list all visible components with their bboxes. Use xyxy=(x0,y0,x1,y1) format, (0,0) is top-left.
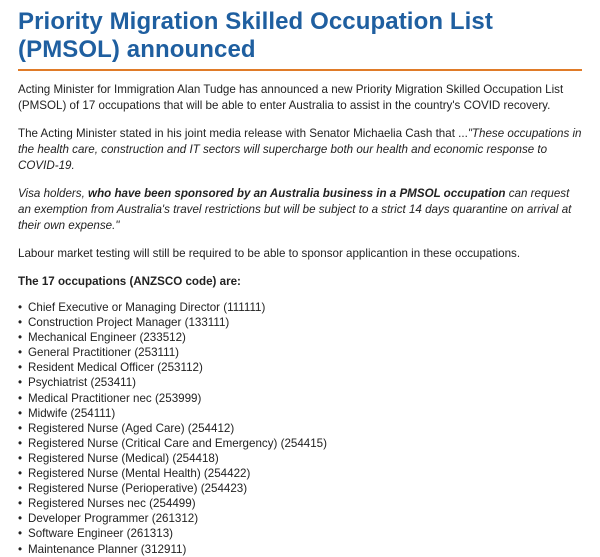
occupation-label: Construction Project Manager (133111) xyxy=(28,316,230,330)
occupation-label: Mechanical Engineer (233512) xyxy=(28,331,186,345)
occupation-item xyxy=(18,526,582,541)
occupation-item xyxy=(18,451,582,466)
occupation-label: Registered Nurse (Perioperative) (254423) xyxy=(28,482,248,496)
occupations-heading: The 17 occupations (ANZSCO code) are: xyxy=(18,275,241,288)
occupation-label: Maintenance Planner (312911) xyxy=(28,542,187,556)
bullet-icon: • xyxy=(18,436,23,450)
occupation-label: Developer Programmer (261312) xyxy=(28,512,199,526)
bullet-icon: • xyxy=(18,467,23,481)
visa-paragraph xyxy=(18,186,582,234)
quote-paragraph xyxy=(18,126,582,174)
occupation-label: Chief Executive or Managing Director (111111) xyxy=(28,301,266,314)
bullet-icon: • xyxy=(18,331,23,345)
occupation-item xyxy=(18,345,582,360)
bullet-icon: • xyxy=(18,527,23,541)
occupation-label: Psychiatrist (253411) xyxy=(28,376,137,390)
occupation-item xyxy=(18,300,582,315)
occupation-label: General Practitioner (253111) xyxy=(28,346,180,360)
occupation-label: Medical Practitioner nec (253999) xyxy=(28,391,202,405)
bullet-icon: • xyxy=(18,376,23,390)
quote-text: "These occupations in the health care, construction and IT sectors will supercharge both our health and economic response to COVID-19. xyxy=(18,127,582,172)
occupation-item xyxy=(18,315,582,330)
occupation-item xyxy=(18,406,582,421)
labour-market-paragraph: Labour market testing will still be required to be able to sponsor applicantion in these occupations. xyxy=(18,247,521,260)
occupation-label: Resident Medical Officer (253112) xyxy=(28,361,203,375)
bullet-icon: • xyxy=(18,406,23,420)
bullet-icon: • xyxy=(18,542,23,556)
occupation-item xyxy=(18,436,582,451)
occupation-label: Registered Nurse (Medical) (254418) xyxy=(28,451,219,465)
occupations-list xyxy=(18,300,582,557)
occupation-item xyxy=(18,360,582,375)
intro-paragraph: Acting Minister for Immigration Alan Tudge has announced a new Priority Migration Skilled Occupation List (PMSOL) of 17 occupations that will be able to enter Australia to assist in the country's COVID recovery. xyxy=(18,83,564,112)
visa-text-end: can request an exemption from Australia's travel restrictions but will be subject to a strict 14 days quarantine on arrival at their own expense." xyxy=(18,187,572,232)
bullet-icon: • xyxy=(18,316,23,330)
occupation-item xyxy=(18,496,582,511)
occupation-label: Software Engineer (261313) xyxy=(28,527,174,541)
visa-text-emphasis: who have been sponsored by an Australia business in a PMSOL occupation xyxy=(88,187,506,200)
occupation-item xyxy=(18,511,582,526)
bullet-icon: • xyxy=(18,421,23,435)
bullet-icon: • xyxy=(18,361,23,375)
occupation-label: Midwife (254111) xyxy=(28,406,116,420)
occupation-label: Registered Nurse (Critical Care and Emergency) (254415) xyxy=(28,436,327,450)
occupation-item xyxy=(18,391,582,406)
bullet-icon: • xyxy=(18,346,23,360)
bullet-icon: • xyxy=(18,451,23,465)
occupation-item xyxy=(18,481,582,496)
bullet-icon: • xyxy=(18,512,23,526)
page-title: Priority Migration Skilled Occupation List (PMSOL) announced xyxy=(18,8,493,63)
visa-text-start: Visa holders, xyxy=(18,187,89,200)
bullet-icon: • xyxy=(18,482,23,496)
bullet-icon: • xyxy=(18,497,23,511)
title-divider xyxy=(18,69,582,71)
bullet-icon: • xyxy=(18,391,23,405)
occupation-item xyxy=(18,542,582,557)
occupation-label: Registered Nurses nec (254499) xyxy=(28,497,196,511)
occupation-item xyxy=(18,330,582,345)
quote-lead: The Acting Minister stated in his joint media release with Senator Michaelia Cash that ... xyxy=(18,127,468,140)
bullet-icon: • xyxy=(18,301,23,314)
occupation-item xyxy=(18,375,582,390)
occupation-label: Registered Nurse (Mental Health) (254422) xyxy=(28,467,251,481)
occupation-item xyxy=(18,421,582,436)
occupation-item xyxy=(18,466,582,481)
occupation-label: Registered Nurse (Aged Care) (254412) xyxy=(28,421,235,435)
